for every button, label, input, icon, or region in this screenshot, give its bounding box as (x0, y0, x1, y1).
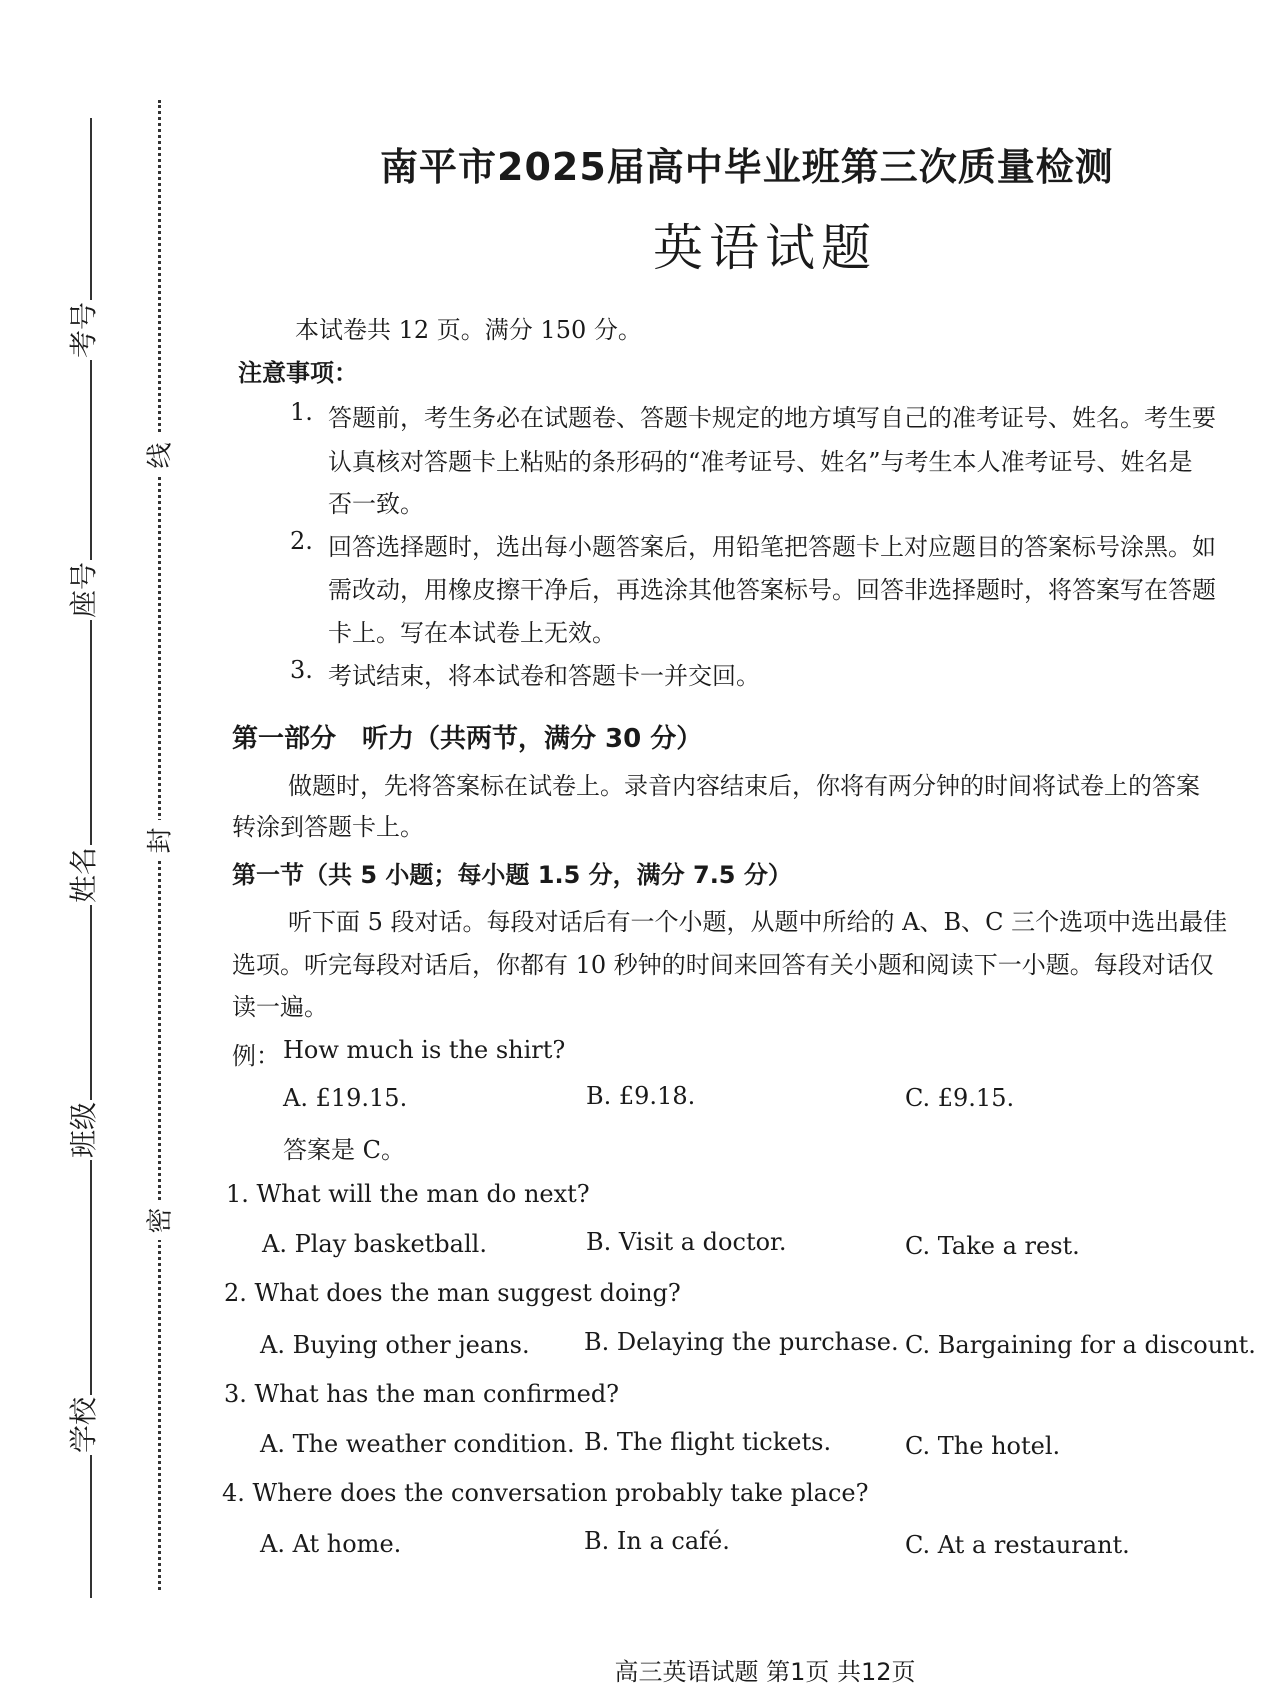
page-footer: 高三英语试题 第1页 共12页 (614, 1658, 916, 1686)
example-option-b: B. £9.18. (586, 1082, 696, 1110)
exam-title: 南平市2025届高中毕业班第三次质量检测 (380, 145, 1114, 189)
note-item-2-line-2: 需改动，用橡皮擦干净后，再选涂其他答案标号。回答非选择题时，将答案写在答题 (328, 576, 1216, 604)
question-2-option-c: C. Bargaining for a discount. (905, 1331, 1256, 1359)
question-1-option-b: B. Visit a doctor. (586, 1228, 787, 1256)
example-option-c: C. £9.15. (905, 1084, 1015, 1112)
question-3-option-a: A. The weather condition. (260, 1430, 575, 1458)
note-item-3-num: 3. (290, 656, 313, 684)
question-4-option-b: B. In a café. (584, 1527, 730, 1555)
note-item-2-line-3: 卡上。写在本试卷上无效。 (328, 619, 616, 647)
note-item-2-line-1: 回答选择题时，选出每小题答案后，用铅笔把答题卡上对应题目的答案标号涂黑。如 (328, 533, 1216, 561)
notes-heading: 注意事项： (238, 359, 358, 387)
question-4-stem: 4. Where does the conversation probably take place? (222, 1479, 869, 1507)
part1-heading: 第一部分 听力（共两节，满分 30 分） (232, 724, 703, 754)
seat-number-label: 座号 (62, 560, 102, 620)
subject-title: 英语试题 (653, 219, 877, 277)
note-item-1-line-1: 答题前，考生务必在试题卷、答题卡规定的地方填写自己的准考证号、姓名。考生要 (328, 404, 1216, 432)
seal-line-char: 线 (140, 435, 176, 475)
question-2-stem: 2. What does the man suggest doing? (224, 1279, 681, 1307)
question-4-option-c: C. At a restaurant. (905, 1531, 1130, 1559)
paper-intro: 本试卷共 12 页。满分 150 分。 (295, 316, 642, 344)
note-item-3-line-1: 考试结束，将本试卷和答题卡一并交回。 (328, 662, 760, 690)
note-item-2-num: 2. (290, 527, 313, 555)
question-1-option-a: A. Play basketball. (262, 1230, 487, 1258)
example-answer: 答案是 C。 (283, 1136, 405, 1164)
seal-mi-char: 密 (140, 1200, 176, 1240)
note-item-1-line-3: 否一致。 (328, 490, 424, 518)
section1-heading: 第一节（共 5 小题；每小题 1.5 分，满分 7.5 分） (232, 861, 792, 889)
section1-instruction-line-2: 选项。听完每段对话后，你都有 10 秒钟的时间来回答有关小题和阅读下一小题。每段对话仅 (232, 951, 1214, 979)
question-3-option-b: B. The flight tickets. (584, 1428, 832, 1456)
question-1-option-c: C. Take a rest. (905, 1232, 1080, 1260)
school-label: 学校 (62, 1395, 102, 1455)
seal-feng-char: 封 (140, 820, 176, 860)
section1-instruction-line-3: 读一遍。 (232, 993, 328, 1021)
question-3-option-c: C. The hotel. (905, 1432, 1061, 1460)
exam-number-label: 考号 (62, 300, 102, 360)
example-question: How much is the shirt? (283, 1036, 566, 1064)
section1-instruction-line-1: 听下面 5 段对话。每段对话后有一个小题，从题中所给的 A、B、C 三个选项中选出最佳 (288, 908, 1228, 936)
name-label: 姓名 (62, 845, 102, 905)
note-item-1-num: 1. (290, 398, 313, 426)
question-2-option-a: A. Buying other jeans. (260, 1331, 530, 1359)
question-3-stem: 3. What has the man confirmed? (224, 1380, 620, 1408)
question-1-stem: 1. What will the man do next? (226, 1180, 590, 1208)
note-item-1-line-2: 认真核对答题卡上粘贴的条形码的“准考证号、姓名”与考生本人准考证号、姓名是 (328, 448, 1193, 476)
class-label: 班级 (62, 1100, 102, 1160)
question-2-option-b: B. Delaying the purchase. (584, 1328, 899, 1356)
part1-instruction-line-1: 做题时，先将答案标在试卷上。录音内容结束后，你将有两分钟的时间将试卷上的答案 (288, 772, 1200, 800)
example-option-a: A. £19.15. (283, 1084, 408, 1112)
example-label: 例： (232, 1042, 280, 1070)
part1-instruction-line-2: 转涂到答题卡上。 (232, 813, 424, 841)
question-4-option-a: A. At home. (260, 1530, 402, 1558)
